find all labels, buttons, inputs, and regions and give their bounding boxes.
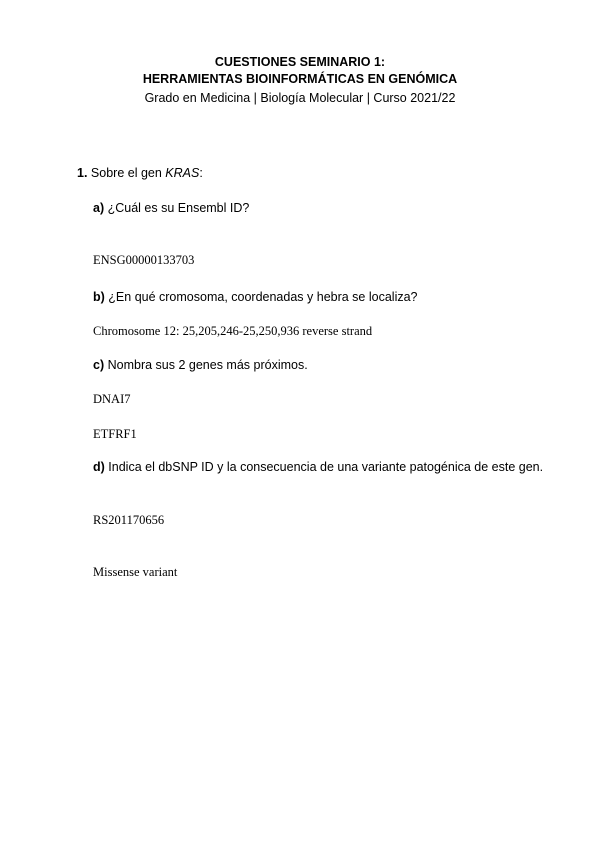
question-1-number: 1. xyxy=(77,166,88,180)
question-1 xyxy=(77,166,203,180)
question-1-suffix: : xyxy=(199,166,203,180)
answer-1c-gene-2: ETFRF1 xyxy=(93,427,137,441)
document-subtitle: Grado en Medicina | Biología Molecular | Curso 2021/22 xyxy=(144,91,456,105)
question-1b-label: b) xyxy=(93,290,105,304)
question-1-text: Sobre el gen xyxy=(90,166,166,180)
answer-1d-consequence: Missense variant xyxy=(93,565,178,579)
question-1c-text: Nombra sus 2 genes más próximos. xyxy=(107,358,308,372)
answer-1a-ensembl-id: ENSG00000133703 xyxy=(93,253,195,267)
question-1-gene: KRAS xyxy=(165,166,200,180)
question-1d-text: Indica el dbSNP ID y la consecuencia de una variante patogénica de este gen. xyxy=(108,460,544,474)
answer-1c-gene-1: DNAI7 xyxy=(93,392,131,406)
answer-1b-location: Chromosome 12: 25,205,246-25,250,936 reverse strand xyxy=(93,324,373,338)
question-1b xyxy=(93,290,418,304)
question-1d-label: d) xyxy=(93,460,105,474)
answer-1d-dbsnp-id: RS201170656 xyxy=(93,513,165,527)
question-1a xyxy=(93,201,249,215)
question-1c xyxy=(93,358,308,372)
question-1c-label: c) xyxy=(93,358,105,372)
question-1a-label: a) xyxy=(93,201,105,215)
question-1d xyxy=(93,460,543,474)
question-1b-text: ¿En qué cromosoma, coordenadas y hebra se localiza? xyxy=(108,290,418,304)
document-title-line-1: CUESTIONES SEMINARIO 1: xyxy=(214,55,386,69)
question-1a-text: ¿Cuál es su Ensembl ID? xyxy=(107,201,250,215)
document-title-line-2: HERRAMIENTAS BIOINFORMÁTICAS EN GENÓMICA xyxy=(142,72,458,86)
